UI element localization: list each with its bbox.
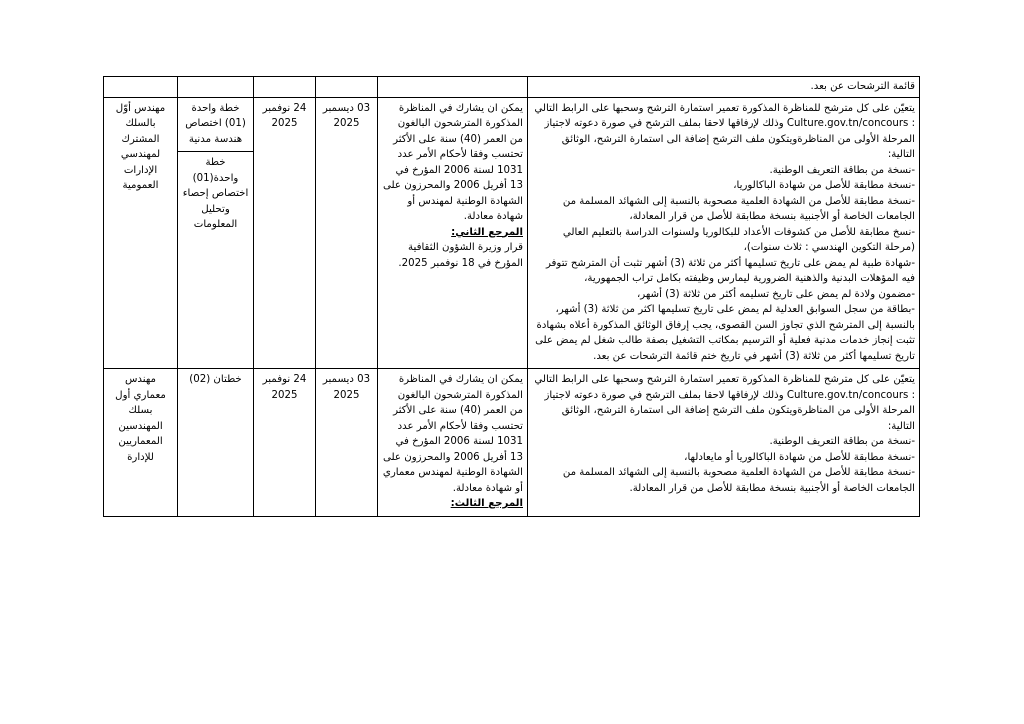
- cell-documents: [528, 97, 920, 369]
- table-row: [104, 77, 920, 98]
- cell-conditions: [378, 369, 528, 517]
- post-title-text: مهندس أوّل بالسلك المشترك لمهندسي الإدارات العمومية: [115, 102, 166, 191]
- reference-label: المرجع الثالث:: [450, 498, 523, 509]
- conditions-line: يمكن ان يشارك في المناظرة المذكورة المترشحون البالغون من العمر (40) سنة على الأكثر تحتسب وفقا لأحكام الأمر عدد 1031 لسنة 2006 المؤرخ في 13 أفريل 2006 والمحرزون على الشهادة الوطنية لمهندس أو شهادة معادلة.: [383, 102, 523, 222]
- cell-close-date-remnant: [254, 77, 316, 98]
- close-date-text: 24 نوفمبر 2025: [262, 374, 307, 401]
- announcement-table: [103, 76, 920, 517]
- cell-documents: [528, 369, 920, 517]
- documents-remnant-text: قائمة الترشحات عن بعد.: [810, 81, 915, 92]
- documents-line: -نسخ مطابقة للأصل من كشوفات الأعداد للبكالوريا ولسنوات الدراسة بالتعليم العالي (مرحلة التكوين الهندسي : ثلاث سنوات)،: [562, 226, 915, 253]
- cell-post-remnant: [104, 77, 178, 98]
- table-row: [104, 97, 920, 369]
- conditions-line: يمكن ان يشارك في المناظرة المذكورة المترشحون البالغون من العمر (40) سنة على الأكثر تحتسب وفقا لأحكام الأمر عدد 1031 لسنة 2006 المؤرخ في 13 أفريل 2006 والمحرزون على الشهادة الوطنية لمهندس معماري أو شهادة معادلة.: [382, 374, 523, 494]
- documents-line: -بطاقة من سجل السوابق العدلية لم يمض على تاريخ تسليمها اكثر من ثلاثة (3) أشهر،: [555, 304, 915, 315]
- exam-date-text: 03 ديسمبر 2025: [322, 374, 371, 401]
- cell-exam-date: [316, 369, 378, 517]
- cell-conditions-remnant: [378, 77, 528, 98]
- documents-line: -نسخة مطابقة للأصل من شهادة الباكالوريا،: [733, 180, 915, 191]
- reference-label: المرجع الثاني:: [451, 226, 523, 238]
- close-date-text: 24 نوفمبر 2025: [262, 102, 307, 129]
- exam-date-text: 03 ديسمبر 2025: [322, 102, 371, 129]
- documents-line: -نسخة من بطاقة التعريف الوطنية.: [769, 164, 915, 176]
- documents-line: -نسخة من بطاقة التعريف الوطنية.: [769, 436, 915, 447]
- post-title-text: مهندس معماري أول بسلك المهندسين المعماريين للإدارة: [115, 374, 166, 463]
- table-row: [104, 369, 920, 517]
- reference-text: قرار وزيرة الشؤون الثقافية المؤرخ في 18 نوفمبر 2025.: [398, 242, 523, 269]
- cell-exam-date: [316, 97, 378, 369]
- documents-line: بالنسبة إلى المترشح الذي تجاوز السن القصوى، يجب إرفاق الوثائق المذكورة أعلاه بشهادة تثبت إنجاز خدمات مدنية فعلية أو الترسيم بمكاتب التشغيل بصفة طالب شغل لم يمض على تاريخ تسليمها أكثر من ثلاثة (3) أشهر في تاريخ ختم قائمة الترشحات عن بعد.: [535, 319, 915, 362]
- documents-line: -نسخة مطابقة للأصل من الشهادة العلمية مصحوبة بالنسبة إلى الشهائد المسلمة من الجامعات الخاصة أو الأجنبية بنسخة مطابقة للأصل من قرار المعادلة.: [562, 467, 915, 494]
- documents-line: -مضمون ولادة لم يمض على تاريخ تسليمه أكثر من ثلاثة (3) أشهر،: [636, 288, 915, 300]
- cell-plans: [178, 97, 254, 369]
- plan-item: خطتان (02): [189, 374, 242, 385]
- documents-line: يتعيّن على كل مترشح للمناظرة المذكورة تعمير استمارة الترشح وسحبها على الرابط التالي : Culture.gov.tn/concours وذلك لإرفاقها لاحقا بملف الترشح في صورة دعوته لاجتياز المرحلة الأولى من المناظرةويتكون ملف الترشح إضافة الى استمارة الترشح، الوثائق التالية:: [534, 102, 915, 160]
- cell-plans: [178, 369, 254, 517]
- plan-item: خطة واحدة(01) اختصاص إحصاء وتحليل المعلومات: [178, 151, 253, 237]
- cell-post: [104, 97, 178, 369]
- cell-post: [104, 369, 178, 517]
- cell-conditions: [378, 97, 528, 369]
- cell-plans-remnant: [178, 77, 254, 98]
- plan-item: خطة واحدة (01) اختصاص هندسة مدنية: [185, 102, 246, 145]
- cell-documents-remnant: [528, 77, 920, 98]
- documents-line: يتعيّن على كل مترشح للمناظرة المذكورة تعمير استمارة الترشح وسحبها على الرابط التالي : Culture.gov.tn/concours وذلك لإرفاقها لاحقا بملف الترشح في صورة دعوته لاجتياز المرحلة الأولى من المناظرةويتكون ملف الترشح إضافة الى استمارة الترشح، الوثائق التالية:: [534, 374, 915, 432]
- documents-line: -نسخة مطابقة للأصل من الشهادة العلمية مصحوبة بالنسبة إلى الشهائد المسلمة من الجامعات الخاصة أو الأجنبية بنسخة مطابقة للأصل من قرار المعادلة،: [562, 195, 915, 222]
- cell-exam-date-remnant: [316, 77, 378, 98]
- cell-close-date: [254, 369, 316, 517]
- cell-close-date: [254, 97, 316, 369]
- documents-line: -شهادة طبية لم يمض على تاريخ تسليمها أكثر من ثلاثة (3) أشهر تثبت أن المترشح تتوفر فيه المؤهلات البدنية والذهنية الضرورية ليمارس وظيفته بكامل تراب الجمهورية،: [545, 257, 915, 284]
- documents-line: -نسخة مطابقة للأصل من شهادة الباكالوريا أو مايعادلها،: [684, 451, 915, 463]
